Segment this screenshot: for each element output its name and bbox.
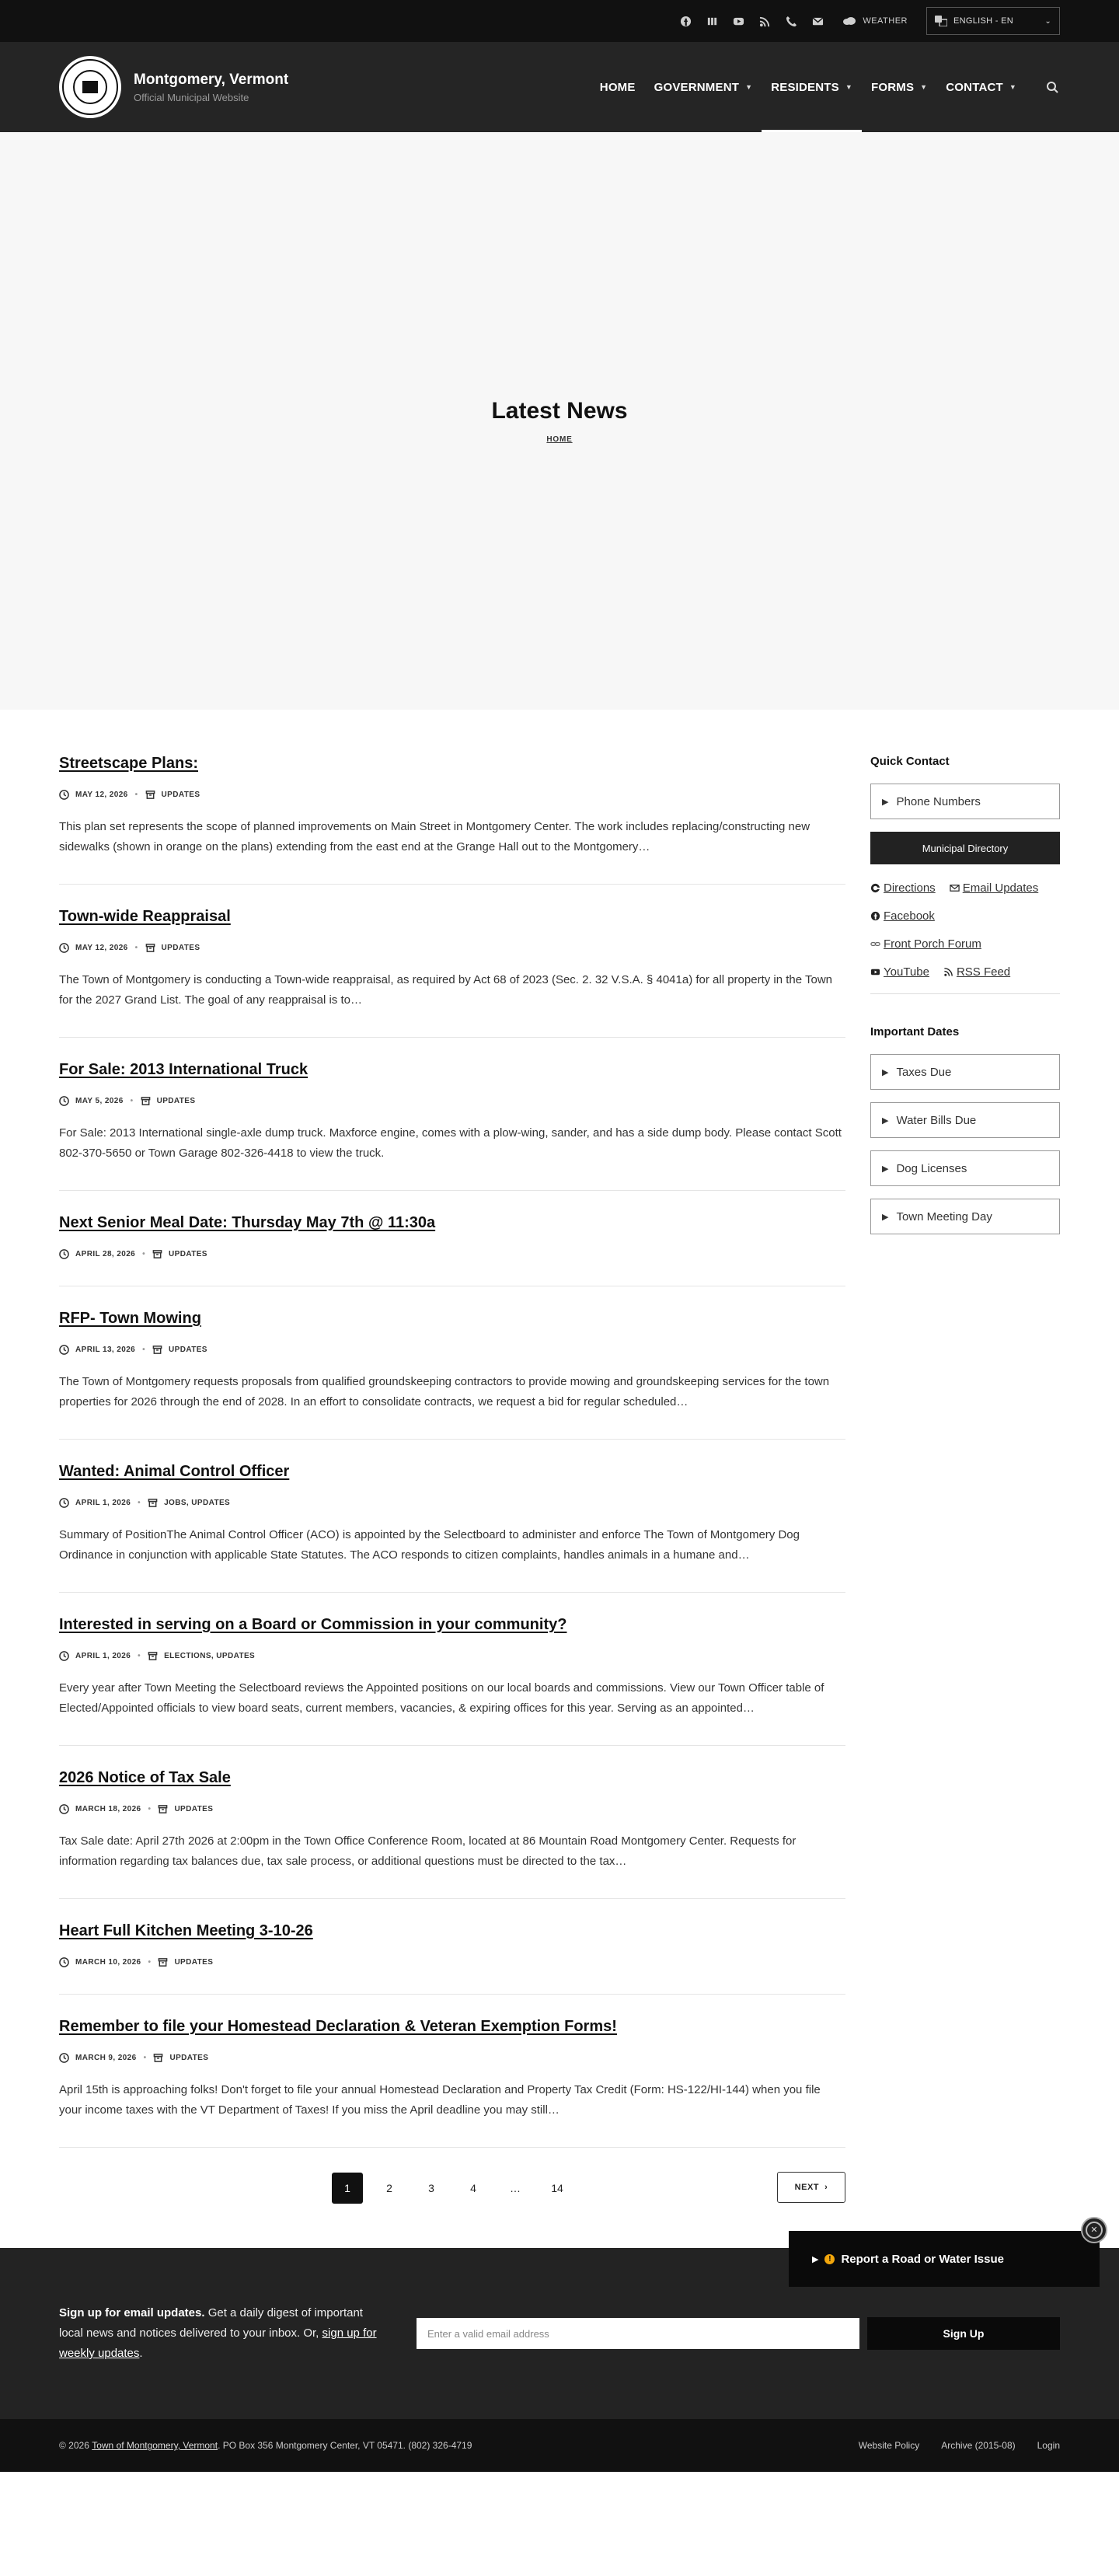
nav-label: HOME — [599, 80, 636, 94]
category-icon — [145, 943, 155, 953]
post-meta — [59, 1249, 845, 1259]
post-excerpt: Tax Sale date: April 27th 2026 at 2:00pm in the Town Office Conference Room, located at 86 Mountain Road Montgomery Center. Requests for information regarding tax balances due, tax sale process, or additional questions must be directed to the tax… — [59, 1834, 797, 1868]
clock-icon — [59, 1249, 69, 1259]
disclosure-triangle-icon: ▶ — [882, 1164, 889, 1174]
category-icon — [148, 1651, 158, 1661]
important-date-label: Town Meeting Day — [896, 1209, 992, 1223]
post-category-link[interactable]: UPDATES — [161, 944, 200, 952]
copyright-prefix: © 2026 — [59, 2440, 89, 2451]
important-date-label: Taxes Due — [896, 1065, 952, 1079]
post-date: APRIL 1, 2026 — [75, 1652, 131, 1660]
link-label: RSS Feed — [956, 965, 1011, 979]
clock-icon — [59, 1804, 69, 1814]
post-date: APRIL 1, 2026 — [75, 1499, 131, 1507]
important-date-town-meeting-day[interactable] — [870, 1199, 1060, 1234]
page-14-button[interactable]: 14 — [551, 2182, 563, 2194]
post-category-link[interactable]: UPDATES — [174, 1958, 214, 1967]
nav-item-contact[interactable] — [936, 42, 1026, 132]
site-tagline: Official Municipal Website — [134, 91, 249, 103]
post-category-link[interactable]: UPDATES — [169, 2054, 209, 2062]
google-icon — [870, 883, 884, 893]
chevron-down-icon: ⌄ — [1044, 16, 1051, 26]
news-post — [59, 1463, 845, 1593]
next-label: NEXT — [794, 2183, 820, 2192]
top-bar — [0, 0, 1119, 42]
post-category-link[interactable]: UPDATES — [156, 1097, 196, 1105]
copyright-bar — [0, 2419, 1119, 2472]
clock-icon — [59, 943, 69, 953]
category-icon — [152, 1345, 162, 1355]
post-date: MARCH 10, 2026 — [75, 1958, 141, 1967]
nav-label: GOVERNMENT — [654, 80, 740, 94]
post-excerpt: The Town of Montgomery requests proposals from qualified groundskeeping contractors to provide mowing and groundskeeping services for the town properties for 2026 through the end of 2028. In an effort to consolidate contracts, we request a bid for regular scheduled… — [59, 1375, 830, 1408]
post-title-link[interactable]: For Sale: 2013 International Truck — [59, 1061, 309, 1078]
post-meta — [59, 1096, 845, 1106]
nav-label: FORMS — [870, 80, 915, 94]
clock-icon — [59, 2053, 69, 2063]
link-facebook[interactable] — [870, 909, 935, 923]
weekly-updates-link[interactable]: sign up for weekly updates — [59, 2326, 377, 2360]
facebook-icon — [870, 911, 884, 921]
link-email-updates[interactable] — [950, 881, 1039, 895]
signup-heading: Sign up for email updates. — [59, 2306, 205, 2319]
quick-link-row — [870, 909, 1060, 923]
page-1-button[interactable]: 1 — [332, 2173, 363, 2204]
post-category-link[interactable]: ELECTIONS, UPDATES — [164, 1652, 256, 1660]
news-post — [59, 2018, 845, 2148]
post-meta — [59, 1498, 845, 1508]
town-seal-logo[interactable] — [59, 56, 121, 118]
important-date-label: Water Bills Due — [896, 1113, 977, 1127]
meta-separator: • — [130, 1097, 134, 1105]
youtube-icon[interactable] — [732, 15, 744, 27]
post-title-link[interactable]: Streetscape Plans: — [59, 755, 198, 772]
footer-link-archive-2015-08[interactable]: Archive (2015-08) — [941, 2440, 1016, 2451]
post-date: MAY 12, 2026 — [75, 791, 128, 799]
category-icon — [148, 1498, 158, 1508]
page-title: Latest News — [491, 398, 628, 424]
link-directions[interactable] — [870, 881, 936, 895]
post-excerpt: April 15th is approaching folks! Don't forget to file your annual Homestead Declaration and Property Tax Credit (Form: HS-122/HI-144) when you file your income taxes with the VT Department of Taxes! If you miss the April deadline you may still… — [59, 2083, 821, 2117]
municipal-directory-button[interactable]: Municipal Directory — [870, 832, 1060, 864]
disclosure-triangle-icon: ▶ — [882, 1067, 889, 1077]
post-date: MARCH 9, 2026 — [75, 2054, 137, 2062]
clock-icon — [59, 1651, 69, 1661]
post-category-link[interactable]: UPDATES — [161, 791, 200, 799]
important-date-label: Dog Licenses — [896, 1161, 967, 1175]
post-title-link[interactable]: Interested in serving on a Board or Commission in your community? — [59, 1616, 567, 1633]
email-placeholder: Enter a valid email address — [427, 2327, 549, 2340]
post-date: APRIL 13, 2026 — [75, 1346, 136, 1354]
link-label: Email Updates — [962, 881, 1039, 895]
youtube-icon — [870, 967, 884, 977]
post-meta — [59, 2053, 845, 2063]
clock-icon — [59, 1096, 69, 1106]
category-icon — [158, 1804, 168, 1814]
next-page-button[interactable] — [777, 2172, 845, 2203]
post-meta — [59, 790, 845, 800]
post-title-link[interactable]: RFP- Town Mowing — [59, 1310, 201, 1327]
main-content — [0, 710, 1119, 2248]
news-post — [59, 1214, 845, 1286]
category-icon — [158, 1957, 168, 1967]
important-date-water-bills-due[interactable] — [870, 1102, 1060, 1138]
language-label: ENGLISH - EN — [953, 16, 1013, 26]
cloud-icon — [842, 16, 856, 26]
pagination — [59, 2172, 845, 2204]
report-issue-button[interactable] — [789, 2225, 1100, 2287]
social-icons — [679, 15, 824, 27]
meta-separator: • — [143, 2054, 147, 2062]
meta-separator: • — [142, 1346, 146, 1354]
sign-up-button[interactable]: Sign Up — [867, 2317, 1060, 2350]
site-name[interactable]: Montgomery, Vermont — [134, 71, 289, 88]
post-category-link[interactable]: UPDATES — [169, 1346, 207, 1354]
category-icon — [153, 2053, 163, 2063]
category-icon — [152, 1249, 162, 1259]
post-date: MAY 12, 2026 — [75, 944, 128, 952]
weather-label: WEATHER — [863, 16, 908, 26]
post-meta — [59, 1345, 845, 1355]
news-post — [59, 1922, 845, 1995]
site-header — [0, 42, 1119, 132]
chevron-down-icon: ▼ — [845, 83, 852, 91]
page-2-button[interactable]: 2 — [386, 2182, 392, 2194]
nav-item-residents[interactable] — [762, 42, 862, 132]
phone-numbers-label: Phone Numbers — [896, 794, 981, 808]
footer-address: . PO Box 356 Montgomery Center, VT 05471. (802) 326-4719 — [218, 2440, 472, 2451]
meta-separator: • — [134, 944, 138, 952]
report-issue-label: Report a Road or Water Issue — [841, 2252, 1004, 2266]
phone-icon[interactable] — [785, 15, 797, 27]
important-date-dog-licenses[interactable] — [870, 1150, 1060, 1186]
news-post — [59, 1061, 845, 1191]
translate-icon — [935, 16, 947, 26]
footer-link-website-policy[interactable]: Website Policy — [858, 2440, 920, 2451]
email-icon — [950, 883, 963, 893]
post-excerpt: Summary of PositionThe Animal Control Officer (ACO) is appointed by the Selectboard to administer and enforce The Town of Montgomery Dog Ordinance in conjunction with applicable State Statutes. The ACO responds to citizen complaints, handles animals in a humane and… — [59, 1528, 800, 1562]
nav-label: CONTACT — [946, 80, 1003, 94]
brand — [134, 72, 288, 103]
link-label: Front Porch Forum — [884, 937, 981, 951]
post-category-link[interactable]: JOBS, UPDATES — [164, 1499, 231, 1507]
quick-links — [870, 881, 1060, 979]
signup-text — [59, 2303, 385, 2364]
chevron-down-icon: ▼ — [745, 83, 753, 91]
link-front-porch-forum[interactable] — [870, 937, 981, 951]
clock-icon — [59, 1957, 69, 1967]
play-icon: ▶ — [812, 2254, 819, 2264]
news-post — [59, 1616, 845, 1746]
page-hero — [0, 132, 1119, 710]
news-post — [59, 908, 845, 1038]
clock-icon — [59, 1498, 69, 1508]
post-date: MAY 5, 2026 — [75, 1097, 124, 1105]
link-icon — [870, 939, 884, 949]
sidebar — [870, 755, 1060, 2248]
chevron-right-icon: › — [824, 2183, 828, 2192]
close-button[interactable] — [1081, 2217, 1107, 2243]
post-title-link[interactable]: Town-wide Reappraisal — [59, 908, 231, 925]
signup-description: Get a daily digest of important local news and notices delivered to your inbox. Or, — [59, 2306, 363, 2340]
sidebar-divider — [870, 993, 1060, 994]
post-date: APRIL 28, 2026 — [75, 1250, 136, 1258]
post-date: MARCH 18, 2026 — [75, 1805, 141, 1813]
rss-icon — [943, 967, 957, 977]
nav-label: RESIDENTS — [771, 80, 839, 94]
post-title-link[interactable]: 2026 Notice of Tax Sale — [59, 1769, 231, 1786]
post-category-link[interactable]: UPDATES — [174, 1805, 214, 1813]
link-label: Facebook — [884, 909, 935, 923]
link-label: YouTube — [884, 965, 929, 979]
post-meta — [59, 1651, 845, 1661]
link-youtube[interactable] — [870, 965, 929, 979]
signup-period: . — [139, 2347, 143, 2360]
clock-icon — [59, 790, 69, 800]
phone-numbers-toggle[interactable] — [870, 784, 1060, 819]
link-label: Directions — [884, 881, 936, 895]
chevron-down-icon: ▼ — [920, 83, 928, 91]
meta-separator: • — [138, 1652, 141, 1660]
pagination-ellipsis: … — [510, 2182, 521, 2194]
meta-separator: • — [142, 1250, 146, 1258]
post-excerpt: This plan set represents the scope of planned improvements on Main Street in Montgomery Center. The work includes replacing/constructing new sidewalks (shown in orange on the plans) extending from the east end at the Grange Hall out to the Montgomery… — [59, 820, 810, 853]
post-title-link[interactable]: Heart Full Kitchen Meeting 3-10-26 — [59, 1922, 313, 1939]
footer-links — [859, 2440, 1060, 2451]
post-title-link[interactable]: Next Senior Meal Date: Thursday May 7th @ 11:30a — [59, 1214, 436, 1231]
important-date-taxes-due[interactable] — [870, 1054, 1060, 1090]
clock-icon — [59, 1345, 69, 1355]
post-excerpt: Every year after Town Meeting the Selectboard reviews the Appointed positions on our local boards and commissions. View our Town Officer table of Elected/Appointed officials to view board seats, current members, vacancies, & expiring offices for this year. Serving as an appointed… — [59, 1681, 824, 1715]
quick-link-row — [870, 965, 1060, 979]
chevron-down-icon: ▼ — [1009, 83, 1016, 91]
meta-separator: • — [134, 791, 138, 799]
post-excerpt: The Town of Montgomery is conducting a Town-wide reappraisal, as required by Act 68 of 2023 (Sec. 2. 32 V.S.A. § 4041a) for all property in the Town for the 2027 Grand List. The goal of any reappraisal is to… — [59, 973, 833, 1007]
facebook-icon[interactable] — [679, 15, 692, 27]
disclosure-triangle-icon: ▶ — [882, 1212, 889, 1222]
post-title-link[interactable]: Wanted: Animal Control Officer — [59, 1463, 290, 1480]
page-4-button[interactable]: 4 — [470, 2182, 476, 2194]
breadcrumb-home[interactable]: HOME — [546, 435, 573, 444]
meta-separator: • — [148, 1805, 152, 1813]
email-icon[interactable] — [811, 15, 824, 27]
quick-link-row — [870, 881, 1060, 895]
important-dates-title: Important Dates — [870, 1025, 960, 1038]
disclosure-triangle-icon: ▶ — [882, 797, 889, 807]
post-excerpt: For Sale: 2013 International single-axle dump truck. Maxforce engine, comes with a plow-wing, sander, and has a side dump body. Please contact Scott 802-370-5650 or Town Garage 802-326-4418 to view the truck. — [59, 1126, 842, 1160]
disclosure-triangle-icon: ▶ — [882, 1115, 889, 1126]
rss-icon[interactable] — [758, 15, 771, 27]
alert-icon: ! — [824, 2254, 835, 2264]
language-selector[interactable] — [926, 7, 1060, 35]
main-nav — [591, 42, 1060, 132]
footer-link-login[interactable]: Login — [1037, 2440, 1060, 2451]
feed-icon[interactable] — [706, 15, 718, 27]
search-icon[interactable] — [1046, 80, 1060, 94]
email-input[interactable] — [417, 2318, 859, 2349]
category-icon — [141, 1096, 151, 1106]
nav-item-forms[interactable] — [862, 42, 936, 132]
news-post — [59, 755, 845, 885]
post-meta — [59, 1957, 845, 1967]
category-icon — [145, 790, 155, 800]
nav-item-government[interactable] — [645, 42, 762, 132]
nav-item-home[interactable] — [591, 42, 645, 132]
post-list — [59, 755, 845, 2248]
post-meta — [59, 1804, 845, 1814]
weather-link[interactable] — [842, 16, 908, 26]
page-3-button[interactable]: 3 — [428, 2182, 434, 2194]
news-post — [59, 1769, 845, 1899]
quick-link-row — [870, 937, 1060, 951]
quick-contact-title: Quick Contact — [870, 755, 950, 768]
meta-separator: • — [138, 1499, 141, 1507]
link-rss-feed[interactable] — [943, 965, 1010, 979]
close-icon: ✕ — [1086, 2222, 1103, 2239]
meta-separator: • — [148, 1958, 152, 1967]
news-post — [59, 1310, 845, 1440]
town-link[interactable]: Town of Montgomery, Vermont — [92, 2440, 218, 2451]
post-category-link[interactable]: UPDATES — [169, 1250, 207, 1258]
post-meta — [59, 943, 845, 953]
post-title-link[interactable]: Remember to file your Homestead Declaration & Veteran Exemption Forms! — [59, 2018, 617, 2035]
